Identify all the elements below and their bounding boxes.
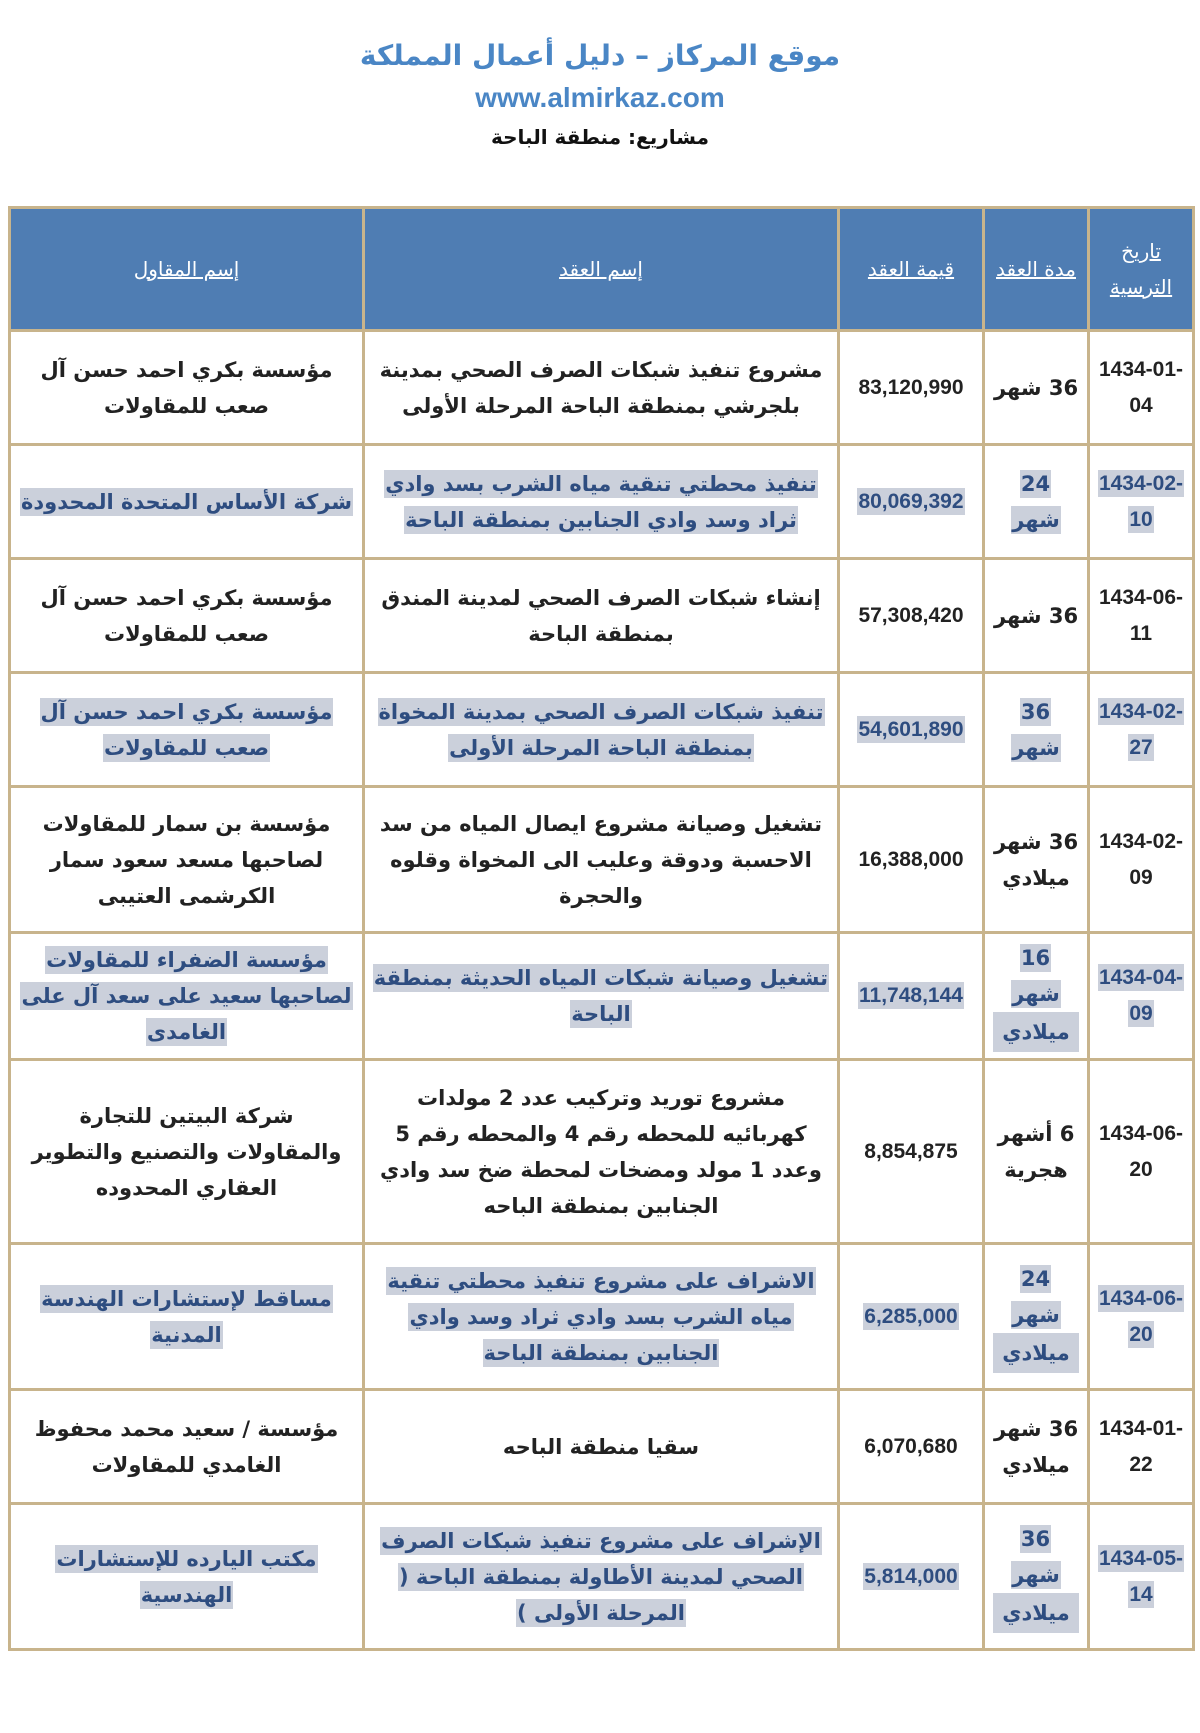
duration-wrap [993, 694, 1079, 766]
cell-contract-name [364, 559, 839, 673]
award-date: 1434-06-20 [1098, 1121, 1184, 1181]
duration-unit: ميلادي [993, 1593, 1079, 1633]
document-header [0, 30, 1200, 154]
table-row [10, 1390, 1194, 1504]
cell-duration [984, 331, 1089, 445]
contract-value: 16,388,000 [858, 847, 964, 871]
duration-wrap [993, 466, 1079, 538]
cell-duration [984, 1244, 1089, 1390]
cell-contract-name [364, 933, 839, 1060]
duration-unit: هجرية [1004, 1157, 1068, 1182]
cell-duration [984, 1390, 1089, 1504]
col-header-value: قيمة العقد [839, 208, 984, 331]
contract-value: 11,748,144 [859, 984, 963, 1007]
cell-duration [984, 1504, 1089, 1650]
cell-contractor [10, 1504, 364, 1650]
cell-contractor [10, 331, 364, 445]
cell-duration [984, 787, 1089, 933]
contractor-name: مؤسسة بكري احمد حسن آل صعب للمقاولات [40, 357, 333, 418]
projects-table [8, 206, 1195, 1651]
table-header-row [10, 208, 1194, 331]
cell-contract-name [364, 331, 839, 445]
contract-name: الإشراف على مشروع تنفيذ شبكات الصرف الصحي لمدينة الأطاولة بمنطقة الباحة ( المرحلة الأولى ) [381, 1528, 821, 1625]
award-date: 1434-05-14 [1098, 1546, 1183, 1606]
cell-award-date [1089, 559, 1194, 673]
cell-award-date [1089, 1504, 1194, 1650]
duration-unit: ميلادي [1002, 1452, 1070, 1477]
cell-contractor [10, 933, 364, 1060]
cell-award-date [1089, 445, 1194, 559]
col-header-duration: مدة العقد [984, 208, 1089, 331]
cell-contract-name [364, 787, 839, 933]
duration-unit: ميلادي [1002, 865, 1070, 890]
duration: 24 شهر [1012, 471, 1060, 532]
award-date: 1434-06-11 [1098, 585, 1184, 645]
duration-unit: ميلادي [993, 1012, 1079, 1052]
cell-value [839, 1504, 984, 1650]
cell-value [839, 1060, 984, 1244]
cell-contractor [10, 673, 364, 787]
duration-wrap [993, 1261, 1079, 1373]
table-row [10, 673, 1194, 787]
contract-value: 6,070,680 [864, 1434, 958, 1458]
cell-duration [984, 673, 1089, 787]
duration: 6 أشهر [997, 1121, 1075, 1146]
contract-name: تنفيذ محطتي تنقية مياه الشرب بسد وادي ثراد وسد وادي الجنابين بمنطقة الباحة [385, 471, 817, 532]
table-row [10, 1504, 1194, 1650]
cell-duration [984, 1060, 1089, 1244]
contract-value: 5,814,000 [864, 1564, 958, 1588]
cell-contract-name [364, 1244, 839, 1390]
col-header-contractor: إسم المقاول [10, 208, 364, 331]
award-date: 1434-01-04 [1098, 357, 1184, 417]
table-body [10, 331, 1194, 1650]
duration-wrap [993, 598, 1079, 634]
cell-duration [984, 559, 1089, 673]
cell-contract-name [364, 445, 839, 559]
cell-duration [984, 933, 1089, 1060]
duration: 36 شهر [993, 603, 1079, 628]
contract-value: 80,069,392 [858, 489, 964, 513]
cell-contractor [10, 787, 364, 933]
cell-award-date [1089, 787, 1194, 933]
cell-contractor [10, 445, 364, 559]
duration: 36 شهر [1012, 1526, 1060, 1587]
contractor-name: مكتب اليارده للإستشارات الهندسية [56, 1546, 317, 1607]
cell-contract-name [364, 1504, 839, 1650]
contractor-name: مؤسسة الضفراء للمقاولات لصاحبها سعيد على سعد آل على الغامدى [21, 948, 352, 1044]
cell-contractor [10, 1244, 364, 1390]
table-row [10, 787, 1194, 933]
contract-name: تنفيذ شبكات الصرف الصحي بمدينة المخواة بمنطقة الباحة المرحلة الأولى [378, 699, 824, 760]
contract-name: مشروع تنفيذ شبكات الصرف الصحي بمدينة بلجرشي بمنطقة الباحة المرحلة الأولى [379, 357, 823, 418]
col-header-contract-name: إسم العقد [364, 208, 839, 331]
award-date: 1434-02-27 [1098, 699, 1183, 759]
cell-award-date [1089, 331, 1194, 445]
contract-value: 57,308,420 [858, 603, 964, 627]
duration: 36 شهر [1012, 699, 1060, 760]
contractor-name: مؤسسة بكري احمد حسن آل صعب للمقاولات [40, 699, 333, 760]
duration-wrap [993, 1521, 1079, 1633]
duration-unit: ميلادي [993, 1333, 1079, 1373]
table-row [10, 933, 1194, 1060]
table-row [10, 445, 1194, 559]
duration-wrap [993, 824, 1079, 896]
contract-name: سقيا منطقة الباحه [502, 1434, 700, 1459]
cell-value [839, 559, 984, 673]
region-title: مشاريع: منطقة الباحة [491, 125, 709, 149]
cell-duration [984, 445, 1089, 559]
cell-value [839, 331, 984, 445]
cell-value [839, 787, 984, 933]
table-row [10, 331, 1194, 445]
cell-contract-name [364, 1390, 839, 1504]
table-row [10, 1060, 1194, 1244]
cell-award-date [1089, 1244, 1194, 1390]
award-date: 1434-04-09 [1098, 966, 1183, 1025]
award-date: 1434-01-22 [1098, 1416, 1184, 1476]
duration: 36 شهر [993, 829, 1079, 854]
cell-value [839, 933, 984, 1060]
contractor-name: مؤسسة بن سمار للمقاولات لصاحبها مسعد سعود سمار الكرشمى العتيبى [42, 811, 331, 908]
duration-wrap [993, 1411, 1079, 1483]
contract-name: مشروع توريد وتركيب عدد 2 مولدات كهربائيه للمحطه رقم 4 والمحطه رقم 5 وعدد 1 مولد ومضخات لمحطة ضخ سد وادي الجنابين بمنطقة الباحه [380, 1085, 822, 1218]
duration: 24 شهر [1012, 1266, 1060, 1327]
cell-contractor [10, 1390, 364, 1504]
site-title: موقع المركاز – دليل أعمال المملكة [359, 39, 841, 72]
contract-name: تشغيل وصيانة مشروع ايصال المياه من سد الاحسبة ودوقة وعليب الى المخواة وقلوه والحجرة [379, 811, 823, 908]
cell-award-date [1089, 1060, 1194, 1244]
cell-award-date [1089, 1390, 1194, 1504]
award-date: 1434-02-09 [1098, 829, 1184, 889]
award-date: 1434-06-20 [1098, 1286, 1183, 1346]
cell-contractor [10, 559, 364, 673]
table-row [10, 559, 1194, 673]
duration-wrap [993, 940, 1079, 1052]
cell-contract-name [364, 1060, 839, 1244]
contract-name: إنشاء شبكات الصرف الصحي لمدينة المندق بمنطقة الباحة [381, 585, 821, 646]
contractor-name: مؤسسة / سعيد محمد محفوظ الغامدي للمقاولات [34, 1416, 339, 1477]
contract-value: 8,854,875 [864, 1139, 958, 1163]
contractor-name: شركة الأساس المتحدة المحدودة [21, 489, 352, 514]
contract-value: 54,601,890 [858, 717, 964, 741]
contract-value: 83,120,990 [858, 375, 964, 399]
cell-award-date [1089, 673, 1194, 787]
duration-wrap [993, 1116, 1079, 1188]
duration: 36 شهر [993, 375, 1079, 400]
table-row [10, 1244, 1194, 1390]
cell-value [839, 1390, 984, 1504]
cell-contract-name [364, 673, 839, 787]
cell-value [839, 673, 984, 787]
cell-value [839, 1244, 984, 1390]
site-url[interactable]: www.almirkaz.com [475, 82, 725, 113]
award-date: 1434-02-10 [1098, 471, 1183, 531]
cell-contractor [10, 1060, 364, 1244]
contract-name: الاشراف على مشروع تنفيذ محطتي تنقية مياه الشرب بسد وادي ثراد وسد وادي الجنابين بمنطقة الباحة [387, 1268, 815, 1365]
contractor-name: مساقط لإستشارات الهندسة المدنية [41, 1286, 332, 1347]
cell-value [839, 445, 984, 559]
contract-value: 6,285,000 [864, 1304, 958, 1328]
contract-name: تشغيل وصيانة شبكات المياه الحديثة بمنطقة الباحة [373, 966, 828, 1026]
contractor-name: مؤسسة بكري احمد حسن آل صعب للمقاولات [40, 585, 333, 646]
duration: 36 شهر [993, 1416, 1079, 1441]
col-header-award-date: تاريخ الترسية [1089, 208, 1194, 331]
contractor-name: شركة البيتين للتجارة والمقاولات والتصنيع والتطوير العقاري المحدوده [31, 1103, 342, 1200]
duration: 16 شهر [1012, 946, 1060, 1006]
cell-award-date [1089, 933, 1194, 1060]
duration-wrap [993, 370, 1079, 406]
